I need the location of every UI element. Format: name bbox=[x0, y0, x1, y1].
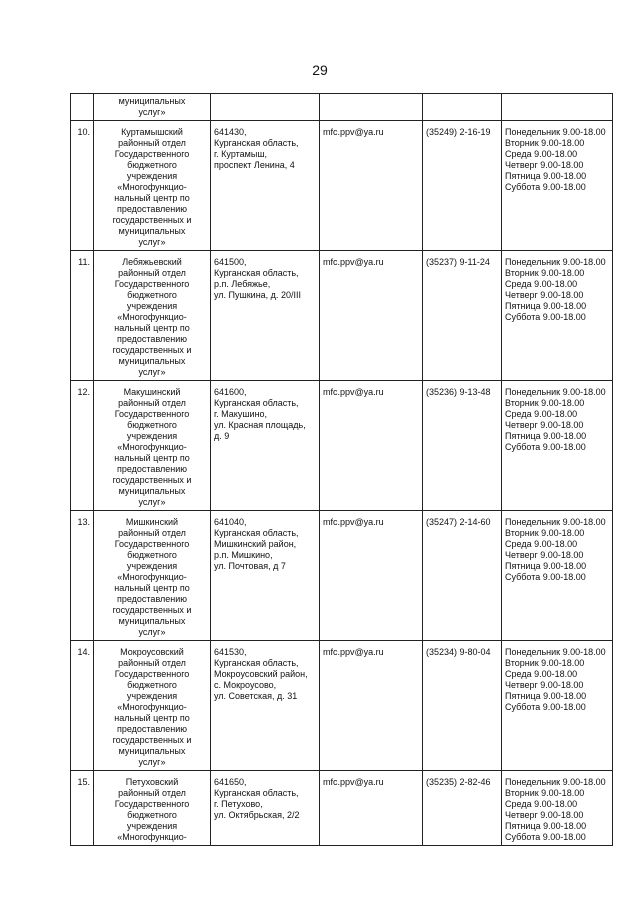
office-name-line: «Многофункцио- bbox=[117, 312, 187, 322]
address-line: Курганская область, bbox=[214, 398, 299, 408]
office-name-line: государственных и bbox=[112, 735, 192, 745]
hours-line: Среда 9.00-18.00 bbox=[505, 799, 578, 809]
address-line: ул. Советская, д. 31 bbox=[214, 691, 298, 701]
office-name-line: Мишкинский bbox=[125, 517, 179, 527]
address-line: проспект Ленина, 4 bbox=[214, 160, 295, 170]
row-number: 15. bbox=[77, 777, 90, 787]
address-line: ул. Почтовая, д 7 bbox=[214, 561, 286, 571]
office-name-line: государственных и bbox=[112, 605, 192, 615]
address-line: г. Макушино, bbox=[214, 409, 268, 419]
office-name-line: нальный центр по bbox=[114, 583, 190, 593]
row-number-cell bbox=[71, 121, 94, 251]
phone-cell bbox=[423, 771, 502, 846]
address-line: Мокроусовский район, bbox=[214, 669, 308, 679]
hours-line: Вторник 9.00-18.00 bbox=[505, 658, 585, 668]
address-line: 641500, bbox=[214, 257, 247, 267]
office-name-line: Государственного bbox=[114, 669, 190, 679]
office-name-line: Куртамышский bbox=[121, 127, 183, 137]
office-name-line: Государственного bbox=[114, 149, 190, 159]
office-name-cell bbox=[94, 251, 211, 381]
office-name-line: Государственного bbox=[114, 409, 190, 419]
hours-cell bbox=[502, 251, 613, 381]
hours-line: Пятница 9.00-18.00 bbox=[505, 301, 587, 311]
hours-line: Четверг 9.00-18.00 bbox=[505, 160, 584, 170]
address-line: 641530, bbox=[214, 647, 247, 657]
email-text: mfc.ppv@ya.ru bbox=[323, 517, 384, 527]
office-name-line: предоставлению bbox=[116, 204, 188, 214]
address-line: Мишкинский район, bbox=[214, 539, 297, 549]
phone-text: (35249) 2-16-19 bbox=[426, 127, 491, 137]
address-line: 641600, bbox=[214, 387, 247, 397]
office-name-line: бюджетного bbox=[127, 680, 177, 690]
table-row bbox=[71, 121, 613, 251]
hours-line: Суббота 9.00-18.00 bbox=[505, 572, 586, 582]
phone-cell bbox=[423, 94, 502, 121]
hours-line: Вторник 9.00-18.00 bbox=[505, 528, 585, 538]
phone-text: (35235) 2-82-46 bbox=[426, 777, 491, 787]
address-line: Курганская область, bbox=[214, 658, 299, 668]
address-line: Курганская область, bbox=[214, 138, 299, 148]
hours-line: Четверг 9.00-18.00 bbox=[505, 290, 584, 300]
phone-text: (35234) 9-80-04 bbox=[426, 647, 491, 657]
office-name-line: муниципальных bbox=[118, 96, 186, 106]
phone-cell bbox=[423, 641, 502, 771]
office-name-line: предоставлению bbox=[116, 724, 188, 734]
hours-cell bbox=[502, 511, 613, 641]
address-line: г. Куртамыш, bbox=[214, 149, 268, 159]
address-line: г. Петухово, bbox=[214, 799, 263, 809]
row-number: 13. bbox=[77, 517, 90, 527]
phone-cell bbox=[423, 121, 502, 251]
office-name-line: «Многофункцио- bbox=[117, 182, 187, 192]
address-line: ул. Пушкина, д. 20/III bbox=[214, 290, 301, 300]
address-line: Курганская область, bbox=[214, 788, 299, 798]
office-name-line: «Многофункцио- bbox=[117, 832, 187, 842]
hours-line: Пятница 9.00-18.00 bbox=[505, 821, 587, 831]
phone-text: (35236) 9-13-48 bbox=[426, 387, 491, 397]
hours-line: Четверг 9.00-18.00 bbox=[505, 810, 584, 820]
office-name-line: предоставлению bbox=[116, 594, 188, 604]
office-name-cell bbox=[94, 771, 211, 846]
hours-line: Понедельник 9.00-18.00 bbox=[505, 647, 606, 657]
email-cell bbox=[320, 94, 423, 121]
office-name-line: муниципальных bbox=[118, 226, 186, 236]
hours-line: Среда 9.00-18.00 bbox=[505, 279, 578, 289]
phone-cell bbox=[423, 511, 502, 641]
hours-line: Среда 9.00-18.00 bbox=[505, 149, 578, 159]
office-name-line: районный отдел bbox=[118, 528, 186, 538]
office-name-line: районный отдел bbox=[118, 788, 186, 798]
address-line: 641650, bbox=[214, 777, 247, 787]
email-text: mfc.ppv@ya.ru bbox=[323, 257, 384, 267]
row-number-cell bbox=[71, 94, 94, 121]
address-line: р.п. Мишкино, bbox=[214, 550, 273, 560]
hours-line: Среда 9.00-18.00 bbox=[505, 669, 578, 679]
email-cell bbox=[320, 251, 423, 381]
office-name-line: районный отдел bbox=[118, 138, 186, 148]
office-name-cell bbox=[94, 381, 211, 511]
email-text: mfc.ppv@ya.ru bbox=[323, 387, 384, 397]
office-name-line: муниципальных bbox=[118, 746, 186, 756]
email-text: mfc.ppv@ya.ru bbox=[323, 647, 384, 657]
table-row bbox=[71, 251, 613, 381]
hours-line: Суббота 9.00-18.00 bbox=[505, 312, 586, 322]
hours-line: Понедельник 9.00-18.00 bbox=[505, 777, 606, 787]
hours-cell bbox=[502, 641, 613, 771]
email-text: mfc.ppv@ya.ru bbox=[323, 777, 384, 787]
hours-line: Четверг 9.00-18.00 bbox=[505, 680, 584, 690]
row-number: 11. bbox=[78, 257, 90, 267]
hours-line: Среда 9.00-18.00 bbox=[505, 539, 578, 549]
hours-line: Пятница 9.00-18.00 bbox=[505, 561, 587, 571]
address-cell bbox=[211, 121, 320, 251]
office-name-line: государственных и bbox=[112, 345, 192, 355]
row-number: 10. bbox=[77, 127, 90, 137]
address-cell bbox=[211, 641, 320, 771]
hours-line: Суббота 9.00-18.00 bbox=[505, 182, 586, 192]
office-name-line: государственных и bbox=[112, 475, 192, 485]
row-number-cell bbox=[71, 381, 94, 511]
hours-line: Вторник 9.00-18.00 bbox=[505, 138, 585, 148]
office-name-line: учреждения bbox=[126, 821, 178, 831]
office-name-line: районный отдел bbox=[118, 398, 186, 408]
phone-cell bbox=[423, 381, 502, 511]
office-name-line: бюджетного bbox=[127, 420, 177, 430]
address-cell bbox=[211, 511, 320, 641]
address-line: 641430, bbox=[214, 127, 247, 137]
office-name-line: «Многофункцио- bbox=[117, 572, 187, 582]
office-name-line: нальный центр по bbox=[114, 193, 190, 203]
office-name-line: учреждения bbox=[126, 431, 178, 441]
row-number-cell bbox=[71, 251, 94, 381]
office-name-line: нальный центр по bbox=[114, 323, 190, 333]
hours-line: Вторник 9.00-18.00 bbox=[505, 788, 585, 798]
row-number-cell bbox=[71, 641, 94, 771]
row-number-cell bbox=[71, 771, 94, 846]
row-number-cell bbox=[71, 511, 94, 641]
hours-cell bbox=[502, 771, 613, 846]
office-name-line: услуг» bbox=[138, 367, 166, 377]
office-name-line: услуг» bbox=[138, 497, 166, 507]
office-name-line: Государственного bbox=[114, 279, 190, 289]
hours-line: Пятница 9.00-18.00 bbox=[505, 171, 587, 181]
office-name-cell bbox=[94, 94, 211, 121]
email-cell bbox=[320, 771, 423, 846]
office-name-cell bbox=[94, 121, 211, 251]
office-name-line: услуг» bbox=[138, 107, 166, 117]
office-name-cell bbox=[94, 511, 211, 641]
office-name-line: учреждения bbox=[126, 171, 178, 181]
hours-line: Вторник 9.00-18.00 bbox=[505, 268, 585, 278]
office-name-line: бюджетного bbox=[127, 290, 177, 300]
address-line: Курганская область, bbox=[214, 528, 299, 538]
office-name-line: услуг» bbox=[138, 237, 166, 247]
email-cell bbox=[320, 641, 423, 771]
address-line: ул. Октябрьская, 2/2 bbox=[214, 810, 300, 820]
office-name-line: услуг» bbox=[138, 757, 166, 767]
hours-line: Суббота 9.00-18.00 bbox=[505, 832, 586, 842]
office-name-line: Макушинский bbox=[123, 387, 181, 397]
office-name-line: нальный центр по bbox=[114, 453, 190, 463]
table-row-continuation bbox=[71, 94, 613, 121]
address-line: р.п. Лебяжье, bbox=[214, 279, 271, 289]
office-name-line: районный отдел bbox=[118, 658, 186, 668]
address-cell bbox=[211, 381, 320, 511]
row-number: 14. bbox=[77, 647, 90, 657]
office-name-line: учреждения bbox=[126, 691, 178, 701]
office-name-line: Государственного bbox=[114, 799, 190, 809]
address-line: 641040, bbox=[214, 517, 247, 527]
hours-line: Понедельник 9.00-18.00 bbox=[505, 257, 606, 267]
hours-line: Вторник 9.00-18.00 bbox=[505, 398, 585, 408]
office-name-line: «Многофункцио- bbox=[117, 442, 187, 452]
hours-line: Суббота 9.00-18.00 bbox=[505, 702, 586, 712]
office-name-line: Лебяжьевский bbox=[122, 257, 182, 267]
email-text: mfc.ppv@ya.ru bbox=[323, 127, 384, 137]
table-row bbox=[71, 511, 613, 641]
office-name-line: нальный центр по bbox=[114, 713, 190, 723]
email-cell bbox=[320, 121, 423, 251]
phone-text: (35237) 9-11-24 bbox=[426, 257, 490, 267]
office-name-line: Петуховский bbox=[125, 777, 179, 787]
mfc-offices-table bbox=[70, 93, 613, 846]
email-cell bbox=[320, 381, 423, 511]
office-name-line: «Многофункцио- bbox=[117, 702, 187, 712]
office-name-line: государственных и bbox=[112, 215, 192, 225]
office-name-line: бюджетного bbox=[127, 550, 177, 560]
office-name-line: услуг» bbox=[138, 627, 166, 637]
table-body bbox=[71, 94, 613, 846]
phone-cell bbox=[423, 251, 502, 381]
office-name-line: Мокроусовский bbox=[120, 647, 184, 657]
office-name-line: Государственного bbox=[114, 539, 190, 549]
office-name-line: муниципальных bbox=[118, 486, 186, 496]
hours-line: Пятница 9.00-18.00 bbox=[505, 691, 587, 701]
hours-cell bbox=[502, 94, 613, 121]
page-number: 29 bbox=[312, 62, 328, 78]
office-name-cell bbox=[94, 641, 211, 771]
table-row bbox=[71, 771, 613, 846]
office-name-line: бюджетного bbox=[127, 160, 177, 170]
row-number: 12. bbox=[77, 387, 90, 397]
address-line: с. Мокроусово, bbox=[214, 680, 277, 690]
address-line: Курганская область, bbox=[214, 268, 299, 278]
office-name-line: муниципальных bbox=[118, 356, 186, 366]
address-line: ул. Красная площадь, bbox=[214, 420, 306, 430]
hours-line: Четверг 9.00-18.00 bbox=[505, 550, 584, 560]
hours-cell bbox=[502, 381, 613, 511]
table-row bbox=[71, 381, 613, 511]
hours-line: Суббота 9.00-18.00 bbox=[505, 442, 586, 452]
email-cell bbox=[320, 511, 423, 641]
office-name-line: предоставлению bbox=[116, 464, 188, 474]
table-row bbox=[71, 641, 613, 771]
office-name-line: предоставлению bbox=[116, 334, 188, 344]
hours-line: Четверг 9.00-18.00 bbox=[505, 420, 584, 430]
address-line: д. 9 bbox=[214, 431, 230, 441]
address-cell bbox=[211, 94, 320, 121]
phone-text: (35247) 2-14-60 bbox=[426, 517, 491, 527]
hours-cell bbox=[502, 121, 613, 251]
hours-line: Пятница 9.00-18.00 bbox=[505, 431, 587, 441]
office-name-line: учреждения bbox=[126, 561, 178, 571]
office-name-line: районный отдел bbox=[118, 268, 186, 278]
office-name-line: бюджетного bbox=[127, 810, 177, 820]
hours-line: Понедельник 9.00-18.00 bbox=[505, 127, 606, 137]
address-cell bbox=[211, 251, 320, 381]
address-cell bbox=[211, 771, 320, 846]
office-name-line: учреждения bbox=[126, 301, 178, 311]
hours-line: Понедельник 9.00-18.00 bbox=[505, 517, 606, 527]
hours-line: Среда 9.00-18.00 bbox=[505, 409, 578, 419]
office-name-line: муниципальных bbox=[118, 616, 186, 626]
hours-line: Понедельник 9.00-18.00 bbox=[505, 387, 606, 397]
